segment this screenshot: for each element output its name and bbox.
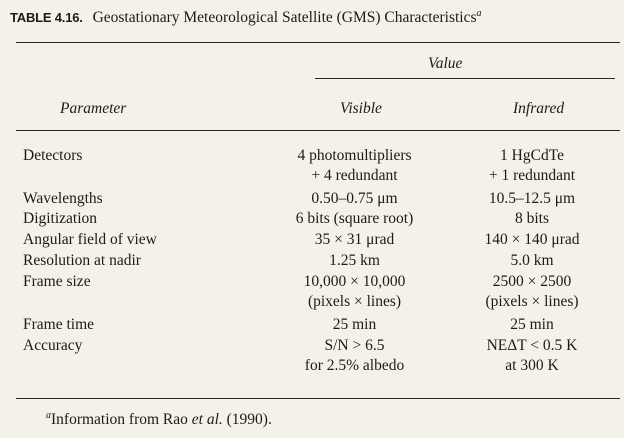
table-title: Geostationary Meteorological Satellite (GMS) Characteristics [92, 9, 477, 27]
visible-cell [252, 209, 457, 229]
footnote-marker: a [46, 410, 51, 421]
parameter-cell: Digitization [23, 210, 98, 227]
visible-column-header: Visible [340, 100, 382, 117]
value-group-rule [315, 78, 615, 79]
bottom-rule [16, 398, 620, 399]
infrared-cell-line: NEΔT < 0.5 K [486, 337, 578, 354]
infrared-cell-line: 10.5–12.5 μm [488, 190, 576, 207]
infrared-cell-line: 25 min [510, 316, 554, 333]
infrared-cell [452, 146, 612, 186]
visible-cell [252, 146, 457, 186]
visible-cell-line: 0.50–0.75 μm [311, 190, 398, 207]
infrared-cell [452, 189, 612, 209]
infrared-cell-line: 140 × 140 μrad [484, 231, 580, 248]
parameter-cell: Accuracy [23, 337, 83, 354]
infrared-cell [452, 230, 612, 250]
infrared-cell-line: 2500 × 2500 [492, 273, 572, 290]
table-footnote [46, 410, 272, 429]
header-rule [16, 130, 620, 131]
visible-cell [252, 272, 457, 312]
footnote-prefix: Information from Rao [51, 411, 192, 429]
value-group-header: Value [428, 55, 463, 72]
parameter-cell: Frame size [23, 273, 91, 290]
parameter-column-header: Parameter [60, 100, 127, 117]
visible-cell [252, 251, 457, 271]
parameter-cell: Detectors [23, 147, 83, 164]
footnote-suffix: (1990). [222, 411, 272, 429]
visible-cell-line: 4 photomultipliers [297, 147, 412, 164]
visible-cell [252, 315, 457, 335]
caption-footnote-marker: a [476, 8, 482, 19]
infrared-cell-line: 1 HgCdTe [500, 147, 564, 164]
infrared-cell [452, 272, 612, 312]
visible-cell-line: 6 bits (square root) [295, 210, 414, 227]
visible-cell-line: (pixels × lines) [307, 293, 402, 310]
infrared-cell [452, 209, 612, 229]
infrared-cell-line: 5.0 km [510, 252, 554, 269]
visible-cell-line: + 4 redundant [311, 167, 398, 184]
infrared-cell-line: at 300 K [505, 357, 559, 374]
infrared-column-header: Infrared [513, 100, 565, 117]
visible-cell [252, 230, 457, 250]
visible-cell-line: for 2.5% albedo [304, 357, 405, 374]
table-caption [10, 8, 614, 27]
infrared-cell-line: + 1 redundant [488, 167, 576, 184]
table-label: TABLE 4.16. [10, 10, 83, 26]
visible-cell-line: 10,000 × 10,000 [303, 273, 406, 290]
visible-cell-line: 35 × 31 μrad [314, 231, 395, 248]
footnote-etal: et al. [191, 411, 223, 429]
visible-cell [252, 336, 457, 376]
parameter-cell: Angular field of view [23, 231, 157, 248]
infrared-cell [452, 336, 612, 376]
parameter-cell: Wavelengths [23, 190, 103, 207]
parameter-cell: Resolution at nadir [23, 252, 141, 269]
parameter-cell: Frame time [23, 316, 95, 333]
visible-cell-line: S/N > 6.5 [324, 337, 385, 354]
top-rule [16, 42, 620, 43]
infrared-cell [452, 315, 612, 335]
visible-cell-line: 25 min [332, 316, 377, 333]
infrared-cell-line: (pixels × lines) [485, 293, 579, 310]
infrared-cell [452, 251, 612, 271]
visible-cell [252, 189, 457, 209]
infrared-cell-line: 8 bits [514, 210, 550, 227]
visible-cell-line: 1.25 km [329, 252, 380, 269]
